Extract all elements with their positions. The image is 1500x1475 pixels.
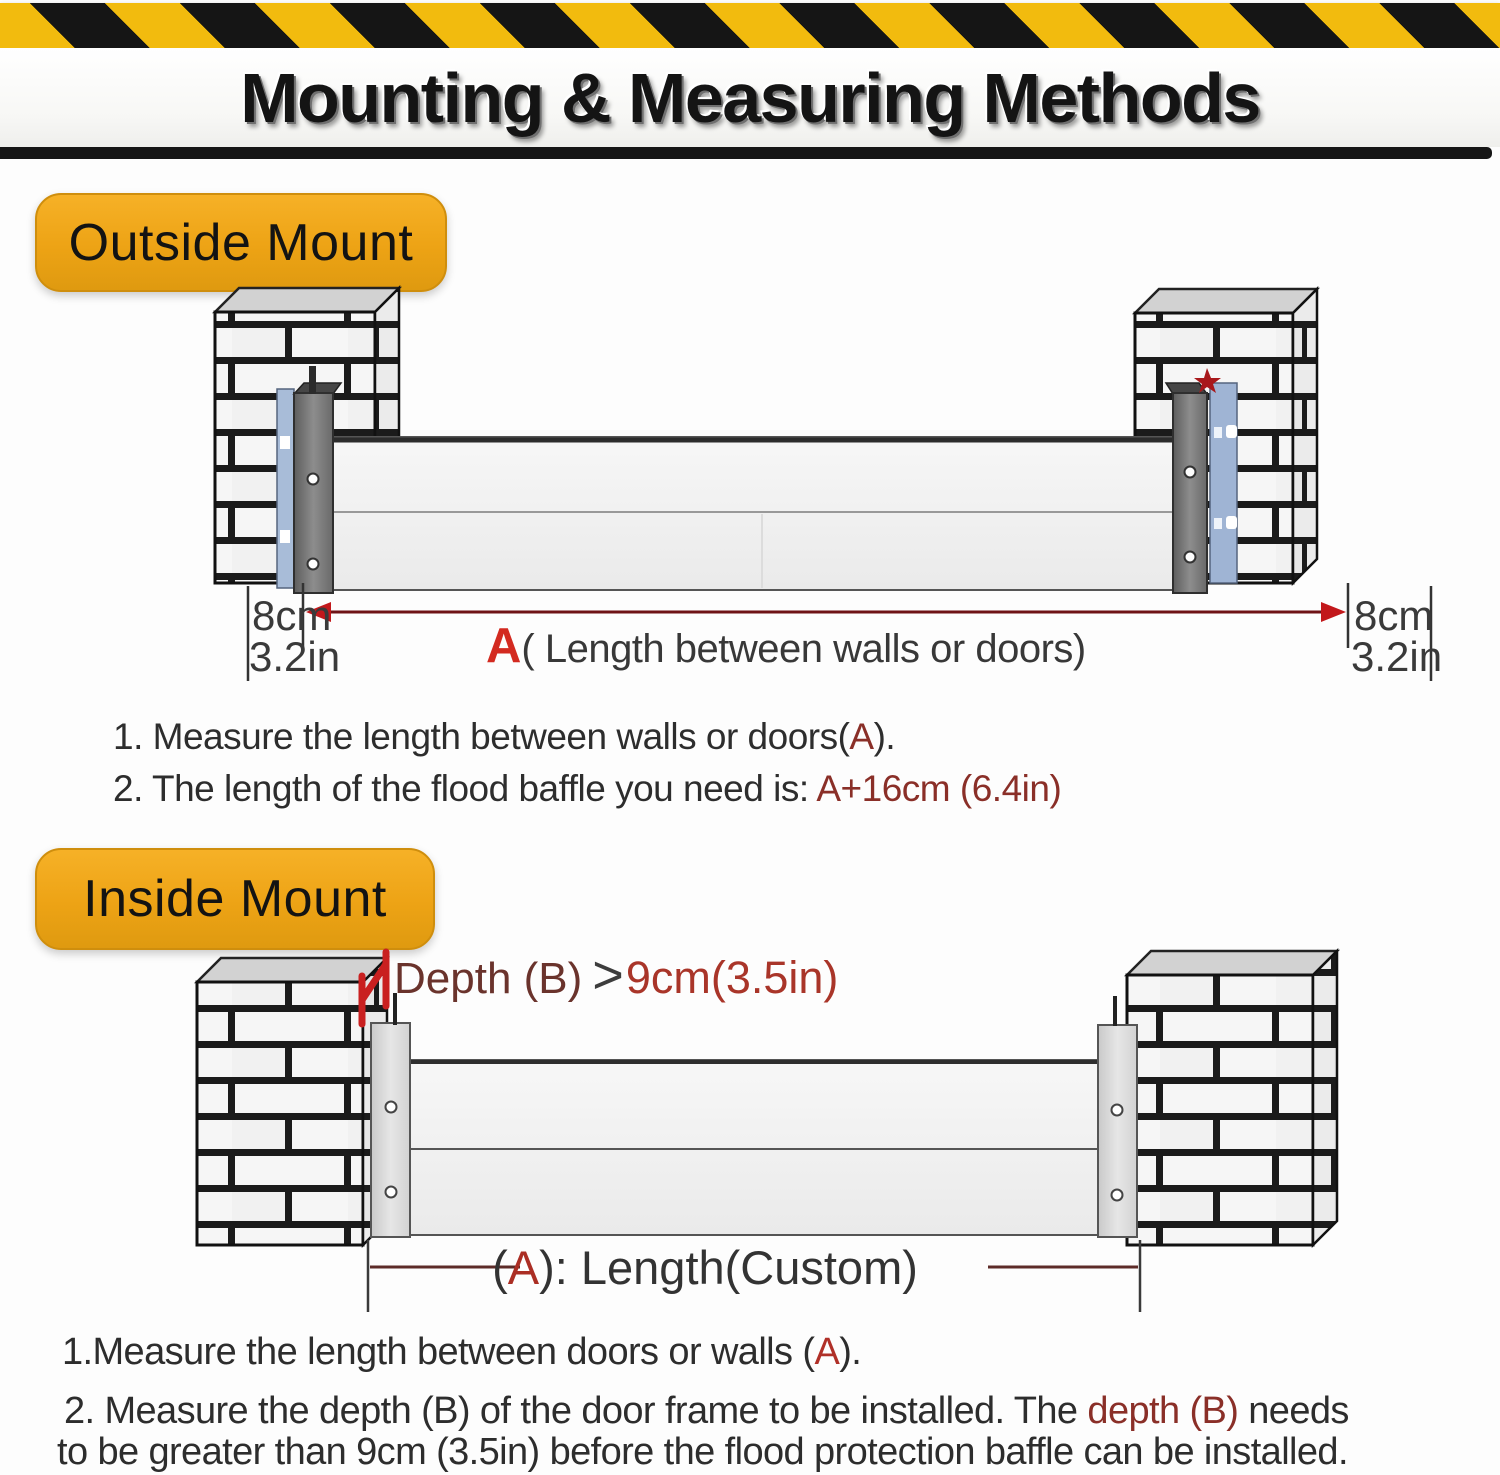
dim-right-cm: 8cm: [1354, 592, 1434, 639]
inside-step-1-accent: A: [814, 1331, 840, 1373]
right-brick-pillar-inside: [1127, 951, 1337, 1245]
outside-step-2: [113, 768, 1061, 810]
right-mounting-rail-inside: [1098, 996, 1137, 1237]
length-custom-a: A: [507, 1241, 540, 1294]
depth-label: [394, 944, 838, 1006]
inside-step-2-text: 2. Measure the depth (B) of the door frame to be installed. The: [64, 1390, 1088, 1432]
inside-step-1-text: 1.Measure the length between doors or walls (: [62, 1331, 815, 1373]
anchor-bolt: [1113, 996, 1117, 1026]
inside-step-1-end: ).: [839, 1331, 862, 1373]
left-mounting-rail: [294, 366, 341, 593]
outside-step-1-end: ).: [873, 716, 896, 757]
depth-label-text: Depth (B): [394, 954, 583, 1003]
inside-step-1: [62, 1331, 861, 1374]
span-length-a: A: [486, 619, 522, 673]
outside-step-2-text: 2. The length of the flood baffle you need is:: [113, 768, 817, 809]
inside-step-2-line-2: to be greater than 9cm (3.5in) before the flood protection baffle can be installed.: [57, 1431, 1348, 1473]
dim-left-in: 3.2in: [249, 633, 341, 680]
length-custom-post: ): Length(Custom): [539, 1241, 918, 1294]
length-custom-pre: (: [492, 1241, 508, 1294]
left-mounting-rail-inside: [371, 993, 410, 1237]
outside-step-1-accent: A: [849, 716, 874, 757]
left-seal-strip: [277, 389, 294, 588]
depth-value: 9cm(3.5in): [625, 952, 839, 1003]
span-length-text: ( Length between walls or doors): [521, 627, 1086, 671]
inside-mount-badge: Inside Mount: [35, 848, 435, 950]
dim-left-cm: 8cm: [252, 592, 332, 639]
anchor-bolt: [309, 366, 316, 394]
flood-baffle-panel-inside: [405, 1060, 1107, 1235]
flood-baffle-panel: [320, 437, 1186, 590]
outside-mount-badge: Outside Mount: [35, 193, 447, 292]
outside-step-1-text: 1. Measure the length between walls or doors(: [113, 716, 850, 757]
inside-step-2-end: needs: [1238, 1390, 1349, 1432]
right-seal-strip: [1210, 383, 1237, 583]
page-title: Mounting & Measuring Methods: [240, 58, 1260, 137]
dim-right-in: 3.2in: [1351, 633, 1443, 680]
outside-step-2-accent: A+16cm (6.4in): [816, 768, 1062, 809]
length-custom-label: [420, 1240, 990, 1295]
outside-step-1: [113, 716, 895, 758]
span-length-label: [486, 618, 1086, 674]
inside-step-2-accent: depth (B): [1087, 1390, 1239, 1432]
greater-than-sign: >: [592, 945, 624, 1005]
inside-step-2-line-1: [64, 1390, 1349, 1433]
